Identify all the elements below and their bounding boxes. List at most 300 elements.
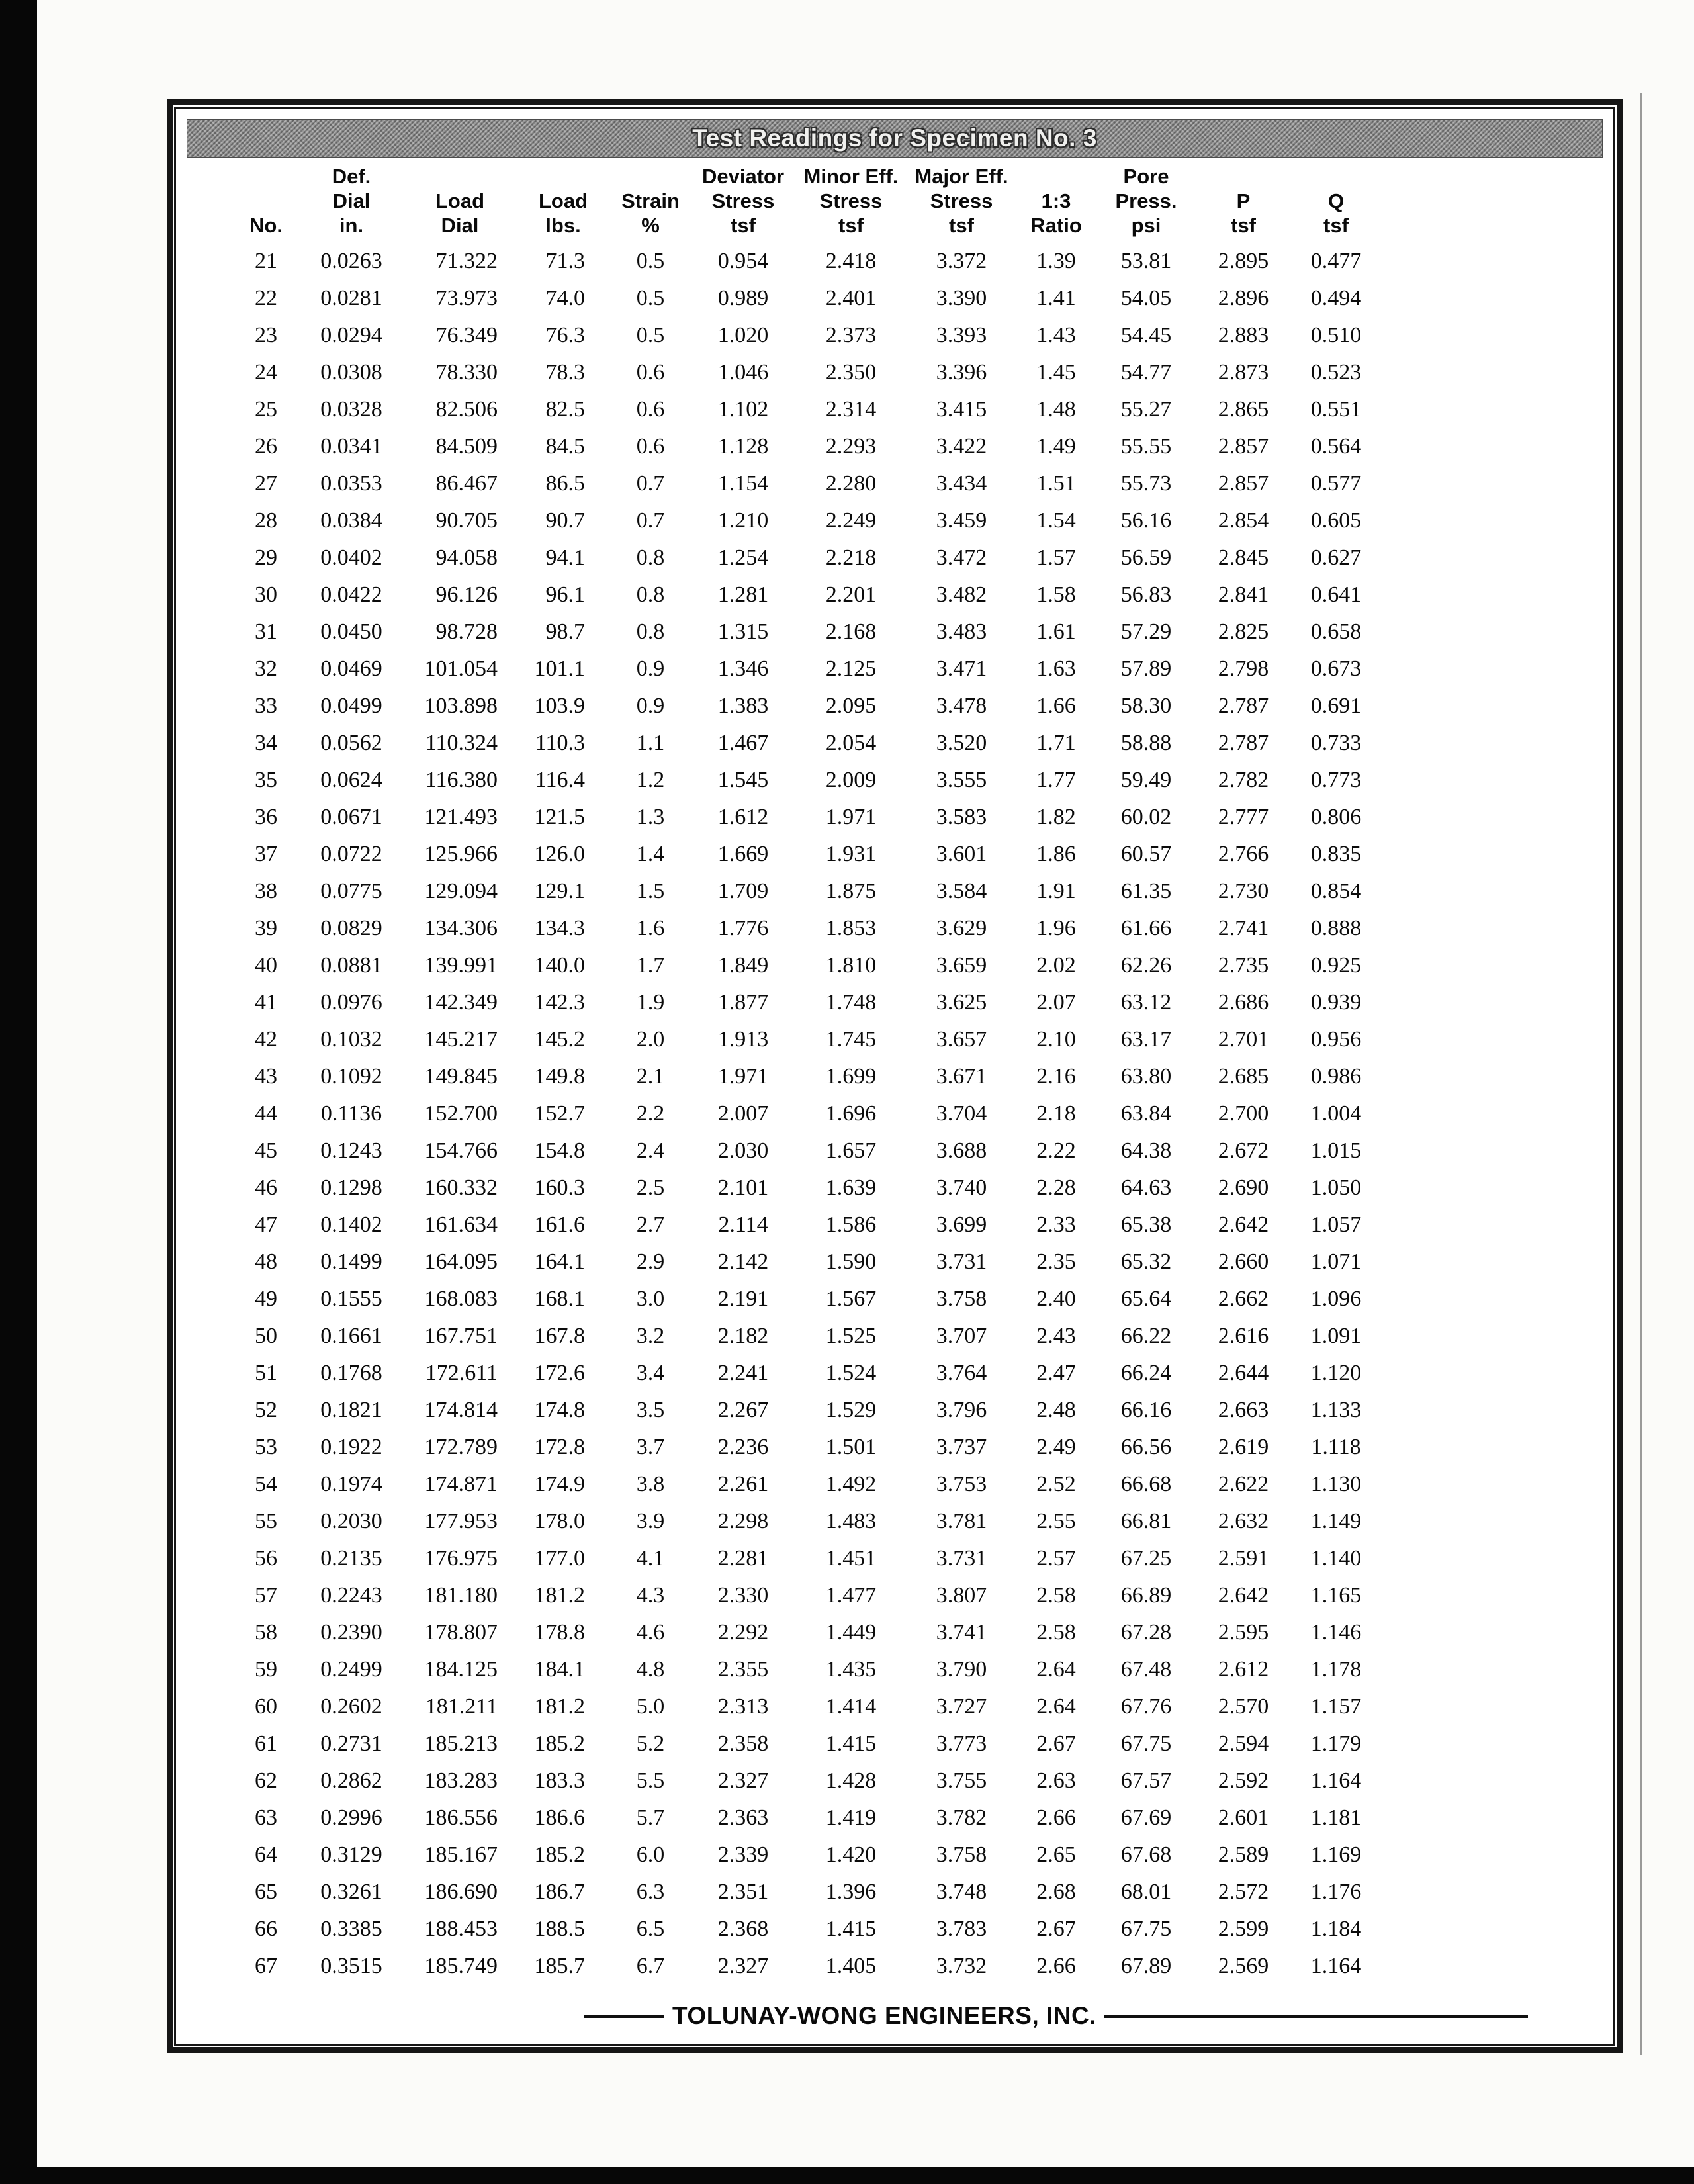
cell-ratio-1-3: 2.48	[1036, 1398, 1076, 1422]
cell-pore-press-psi: 63.84	[1120, 1101, 1172, 1126]
cell-ratio-1-3: 1.58	[1036, 582, 1076, 607]
cell-load-dial: 168.083	[424, 1287, 498, 1311]
cell-pore-press-psi: 65.38	[1120, 1212, 1172, 1237]
cell-pore-press-psi: 54.05	[1120, 286, 1172, 310]
cell-minor-eff-stress: 1.853	[825, 916, 877, 940]
cell-p-tsf: 2.873	[1218, 360, 1269, 385]
column-header-p-tsf: P tsf	[1231, 189, 1256, 237]
table-row	[233, 1725, 1382, 1762]
cell-deviator-stress: 1.210	[717, 508, 769, 533]
cell-strain-pct: 4.1	[636, 1546, 665, 1570]
cell-pore-press-psi: 67.57	[1120, 1768, 1172, 1793]
cell-p-tsf: 2.595	[1218, 1620, 1269, 1645]
cell-major-eff-stress: 3.390	[936, 286, 987, 310]
cell-major-eff-stress: 3.740	[936, 1175, 987, 1200]
cell-pore-press-psi: 63.12	[1120, 990, 1172, 1015]
cell-major-eff-stress: 3.796	[936, 1398, 987, 1422]
scan-edge-right-line	[1640, 93, 1642, 2055]
cell-ratio-1-3: 1.63	[1036, 657, 1076, 681]
cell-pore-press-psi: 64.63	[1120, 1175, 1172, 1200]
cell-def-dial-in: 0.0450	[320, 619, 382, 644]
cell-load-lbs: 178.0	[534, 1509, 585, 1533]
cell-ratio-1-3: 1.91	[1036, 879, 1076, 903]
cell-deviator-stress: 2.292	[717, 1620, 769, 1645]
cell-def-dial-in: 0.3515	[320, 1954, 382, 1978]
cell-def-dial-in: 0.0384	[320, 508, 382, 533]
cell-p-tsf: 2.735	[1218, 953, 1269, 978]
cell-load-dial: 184.125	[424, 1657, 498, 1682]
cell-pore-press-psi: 63.17	[1120, 1027, 1172, 1052]
cell-strain-pct: 6.7	[636, 1954, 665, 1978]
cell-deviator-stress: 2.261	[717, 1472, 769, 1496]
cell-deviator-stress: 1.346	[717, 657, 769, 681]
cell-load-lbs: 129.1	[534, 879, 585, 903]
cell-minor-eff-stress: 1.931	[825, 842, 877, 866]
cell-p-tsf: 2.701	[1218, 1027, 1269, 1052]
cell-q-tsf: 0.888	[1310, 916, 1362, 940]
footer-company-name: TOLUNAY-WONG ENGINEERS, INC.	[672, 2002, 1097, 2029]
table-row	[233, 317, 1382, 354]
cell-no: 37	[255, 842, 277, 866]
table-row	[233, 947, 1382, 984]
cell-pore-press-psi: 67.25	[1120, 1546, 1172, 1570]
cell-major-eff-stress: 3.699	[936, 1212, 987, 1237]
cell-ratio-1-3: 2.47	[1036, 1361, 1076, 1385]
cell-no: 42	[255, 1027, 277, 1052]
page-title: Test Readings for Specimen No. 3	[692, 124, 1097, 152]
cell-load-lbs: 84.5	[545, 434, 585, 459]
cell-load-dial: 76.349	[435, 323, 498, 347]
cell-q-tsf: 1.178	[1310, 1657, 1362, 1682]
cell-no: 56	[255, 1546, 277, 1570]
cell-pore-press-psi: 66.81	[1120, 1509, 1172, 1533]
cell-strain-pct: 0.9	[636, 657, 665, 681]
cell-minor-eff-stress: 1.590	[825, 1250, 877, 1274]
cell-load-dial: 181.211	[425, 1694, 498, 1719]
cell-load-dial: 103.898	[424, 694, 498, 718]
cell-ratio-1-3: 1.54	[1036, 508, 1076, 533]
cell-strain-pct: 1.7	[636, 953, 665, 978]
cell-ratio-1-3: 1.71	[1036, 731, 1076, 755]
cell-ratio-1-3: 2.07	[1036, 990, 1076, 1015]
cell-load-lbs: 178.8	[534, 1620, 585, 1645]
cell-deviator-stress: 1.102	[717, 397, 769, 422]
cell-load-dial: 174.814	[424, 1398, 498, 1422]
cell-load-lbs: 186.6	[534, 1805, 585, 1830]
column-header-deviator-stress: Deviator Stress tsf	[701, 165, 785, 237]
cell-load-lbs: 188.5	[534, 1917, 585, 1941]
cell-minor-eff-stress: 1.699	[825, 1064, 877, 1089]
cell-strain-pct: 0.8	[636, 582, 665, 607]
cell-load-dial: 94.058	[435, 545, 498, 570]
cell-deviator-stress: 2.114	[718, 1212, 768, 1237]
cell-pore-press-psi: 55.55	[1120, 434, 1172, 459]
cell-q-tsf: 0.605	[1310, 508, 1362, 533]
cell-load-lbs: 164.1	[534, 1250, 585, 1274]
cell-load-dial: 154.766	[424, 1138, 498, 1163]
cell-def-dial-in: 0.2996	[320, 1805, 382, 1830]
cell-load-lbs: 103.9	[534, 694, 585, 718]
cell-pore-press-psi: 61.35	[1120, 879, 1172, 903]
cell-strain-pct: 3.7	[636, 1435, 665, 1459]
cell-load-lbs: 186.7	[534, 1880, 585, 1904]
test-readings-table	[233, 164, 1382, 1985]
cell-major-eff-stress: 3.434	[936, 471, 987, 496]
cell-def-dial-in: 0.0562	[320, 731, 382, 755]
cell-major-eff-stress: 3.629	[936, 916, 987, 940]
cell-load-dial: 149.845	[424, 1064, 498, 1089]
cell-load-lbs: 145.2	[534, 1027, 585, 1052]
cell-p-tsf: 2.841	[1218, 582, 1269, 607]
cell-load-lbs: 110.3	[535, 731, 585, 755]
table-header	[233, 164, 1382, 243]
cell-def-dial-in: 0.0829	[320, 916, 382, 940]
cell-load-dial: 110.324	[425, 731, 498, 755]
cell-ratio-1-3: 1.61	[1036, 619, 1076, 644]
cell-strain-pct: 1.2	[636, 768, 665, 792]
cell-deviator-stress: 1.877	[717, 990, 769, 1015]
cell-q-tsf: 1.071	[1310, 1250, 1362, 1274]
cell-load-dial: 188.453	[424, 1917, 498, 1941]
cell-major-eff-stress: 3.415	[936, 397, 987, 422]
table-row	[233, 725, 1382, 762]
cell-pore-press-psi: 64.38	[1120, 1138, 1172, 1163]
cell-major-eff-stress: 3.737	[936, 1435, 987, 1459]
table-row	[233, 1688, 1382, 1725]
cell-strain-pct: 3.5	[636, 1398, 665, 1422]
cell-load-lbs: 98.7	[545, 619, 585, 644]
table-row	[233, 1169, 1382, 1206]
cell-major-eff-stress: 3.459	[936, 508, 987, 533]
cell-no: 61	[255, 1731, 277, 1756]
document-frame	[167, 99, 1623, 2053]
cell-strain-pct: 1.9	[636, 990, 665, 1015]
cell-major-eff-stress: 3.659	[936, 953, 987, 978]
cell-q-tsf: 1.015	[1310, 1138, 1362, 1163]
cell-load-lbs: 185.7	[534, 1954, 585, 1978]
cell-p-tsf: 2.622	[1218, 1472, 1269, 1496]
cell-major-eff-stress: 3.671	[936, 1064, 987, 1089]
cell-p-tsf: 2.787	[1218, 731, 1269, 755]
cell-load-dial: 185.749	[424, 1954, 498, 1978]
cell-deviator-stress: 1.467	[717, 731, 769, 755]
cell-no: 25	[255, 397, 277, 422]
cell-load-lbs: 78.3	[545, 360, 585, 385]
cell-load-dial: 145.217	[424, 1027, 498, 1052]
cell-p-tsf: 2.700	[1218, 1101, 1269, 1126]
table-row	[233, 391, 1382, 428]
table-row	[233, 799, 1382, 836]
cell-def-dial-in: 0.1922	[320, 1435, 382, 1459]
cell-load-lbs: 172.8	[534, 1435, 585, 1459]
cell-load-lbs: 94.1	[545, 545, 585, 570]
cell-p-tsf: 2.619	[1218, 1435, 1269, 1459]
cell-q-tsf: 1.057	[1310, 1212, 1362, 1237]
cell-major-eff-stress: 3.555	[936, 768, 987, 792]
cell-strain-pct: 2.7	[636, 1212, 665, 1237]
cell-p-tsf: 2.766	[1218, 842, 1269, 866]
cell-minor-eff-stress: 1.745	[825, 1027, 877, 1052]
cell-load-lbs: 161.6	[534, 1212, 585, 1237]
cell-load-dial: 78.330	[435, 360, 498, 385]
table-body	[233, 243, 1382, 1985]
cell-q-tsf: 0.510	[1310, 323, 1362, 347]
table-row	[233, 1837, 1382, 1874]
cell-deviator-stress: 1.971	[717, 1064, 769, 1089]
cell-def-dial-in: 0.2499	[320, 1657, 382, 1682]
cell-p-tsf: 2.672	[1218, 1138, 1269, 1163]
table-row	[233, 280, 1382, 317]
cell-strain-pct: 3.2	[636, 1324, 665, 1348]
cell-major-eff-stress: 3.731	[936, 1546, 987, 1570]
cell-q-tsf: 0.956	[1310, 1027, 1362, 1052]
cell-load-dial: 90.705	[435, 508, 498, 533]
cell-ratio-1-3: 2.16	[1036, 1064, 1076, 1089]
cell-q-tsf: 0.564	[1310, 434, 1362, 459]
cell-minor-eff-stress: 1.810	[825, 953, 877, 978]
cell-p-tsf: 2.690	[1218, 1175, 1269, 1200]
cell-load-dial: 164.095	[424, 1250, 498, 1274]
table-row	[233, 1206, 1382, 1244]
cell-deviator-stress: 2.363	[717, 1805, 769, 1830]
cell-load-lbs: 101.1	[534, 657, 585, 681]
cell-no: 48	[255, 1250, 277, 1274]
cell-strain-pct: 3.9	[636, 1509, 665, 1533]
cell-load-lbs: 184.1	[534, 1657, 585, 1682]
cell-no: 22	[255, 286, 277, 310]
table-row	[233, 1244, 1382, 1281]
cell-p-tsf: 2.612	[1218, 1657, 1269, 1682]
cell-minor-eff-stress: 2.418	[825, 249, 877, 273]
table-row	[233, 1762, 1382, 1799]
cell-q-tsf: 1.146	[1310, 1620, 1362, 1645]
cell-ratio-1-3: 1.43	[1036, 323, 1076, 347]
cell-load-dial: 185.167	[424, 1843, 498, 1867]
cell-major-eff-stress: 3.372	[936, 249, 987, 273]
cell-no: 29	[255, 545, 277, 570]
cell-no: 54	[255, 1472, 277, 1496]
cell-q-tsf: 1.164	[1310, 1768, 1362, 1793]
cell-no: 39	[255, 916, 277, 940]
cell-pore-press-psi: 58.30	[1120, 694, 1172, 718]
column-header-def-dial-in: Def. Dial in.	[332, 165, 371, 237]
cell-load-dial: 181.180	[424, 1583, 498, 1608]
cell-p-tsf: 2.857	[1218, 434, 1269, 459]
cell-major-eff-stress: 3.781	[936, 1509, 987, 1533]
cell-ratio-1-3: 2.66	[1036, 1805, 1076, 1830]
cell-def-dial-in: 0.1032	[320, 1027, 382, 1052]
cell-deviator-stress: 1.020	[717, 323, 769, 347]
cell-minor-eff-stress: 2.125	[825, 657, 877, 681]
cell-major-eff-stress: 3.482	[936, 582, 987, 607]
cell-deviator-stress: 2.298	[717, 1509, 769, 1533]
table-row	[233, 1911, 1382, 1948]
cell-strain-pct: 5.2	[636, 1731, 665, 1756]
cell-def-dial-in: 0.0328	[320, 397, 382, 422]
cell-minor-eff-stress: 1.525	[825, 1324, 877, 1348]
cell-deviator-stress: 1.383	[717, 694, 769, 718]
cell-load-dial: 116.380	[425, 768, 498, 792]
cell-deviator-stress: 2.191	[717, 1287, 769, 1311]
cell-deviator-stress: 1.612	[717, 805, 769, 829]
cell-deviator-stress: 2.030	[717, 1138, 769, 1163]
cell-def-dial-in: 0.2731	[320, 1731, 382, 1756]
cell-strain-pct: 6.5	[636, 1917, 665, 1941]
cell-strain-pct: 5.0	[636, 1694, 665, 1719]
cell-minor-eff-stress: 1.492	[825, 1472, 877, 1496]
cell-strain-pct: 5.5	[636, 1768, 665, 1793]
cell-load-lbs: 142.3	[534, 990, 585, 1015]
cell-minor-eff-stress: 1.971	[825, 805, 877, 829]
cell-minor-eff-stress: 1.435	[825, 1657, 877, 1682]
table-row	[233, 836, 1382, 873]
cell-pore-press-psi: 63.80	[1120, 1064, 1172, 1089]
cell-no: 21	[255, 249, 277, 273]
cell-p-tsf: 2.632	[1218, 1509, 1269, 1533]
cell-strain-pct: 0.5	[636, 286, 665, 310]
cell-minor-eff-stress: 2.350	[825, 360, 877, 385]
cell-pore-press-psi: 62.26	[1120, 953, 1172, 978]
cell-q-tsf: 0.691	[1310, 694, 1362, 718]
cell-ratio-1-3: 2.40	[1036, 1287, 1076, 1311]
cell-load-lbs: 185.2	[534, 1731, 585, 1756]
cell-minor-eff-stress: 2.201	[825, 582, 877, 607]
cell-ratio-1-3: 2.64	[1036, 1694, 1076, 1719]
cell-deviator-stress: 2.327	[717, 1954, 769, 1978]
cell-def-dial-in: 0.2602	[320, 1694, 382, 1719]
footer-rule-right	[1104, 2015, 1528, 2018]
cell-p-tsf: 2.730	[1218, 879, 1269, 903]
cell-def-dial-in: 0.3129	[320, 1843, 382, 1867]
cell-no: 62	[255, 1768, 277, 1793]
cell-deviator-stress: 2.351	[717, 1880, 769, 1904]
cell-no: 45	[255, 1138, 277, 1163]
cell-q-tsf: 1.091	[1310, 1324, 1362, 1348]
cell-p-tsf: 2.782	[1218, 768, 1269, 792]
header-row	[233, 164, 1382, 243]
cell-load-dial: 176.975	[424, 1546, 498, 1570]
cell-load-dial: 186.556	[424, 1805, 498, 1830]
cell-deviator-stress: 2.142	[717, 1250, 769, 1274]
cell-pore-press-psi: 67.68	[1120, 1843, 1172, 1867]
cell-no: 35	[255, 768, 277, 792]
cell-ratio-1-3: 2.43	[1036, 1324, 1076, 1348]
cell-q-tsf: 1.120	[1310, 1361, 1362, 1385]
cell-no: 27	[255, 471, 277, 496]
table-row	[233, 1318, 1382, 1355]
cell-p-tsf: 2.662	[1218, 1287, 1269, 1311]
cell-ratio-1-3: 2.49	[1036, 1435, 1076, 1459]
cell-def-dial-in: 0.0624	[320, 768, 382, 792]
cell-p-tsf: 2.741	[1218, 916, 1269, 940]
cell-pore-press-psi: 55.27	[1120, 397, 1172, 422]
cell-def-dial-in: 0.0281	[320, 286, 382, 310]
cell-major-eff-stress: 3.583	[936, 805, 987, 829]
cell-minor-eff-stress: 2.054	[825, 731, 877, 755]
cell-major-eff-stress: 3.584	[936, 879, 987, 903]
cell-load-dial: 152.700	[424, 1101, 498, 1126]
cell-minor-eff-stress: 1.477	[825, 1583, 877, 1608]
cell-deviator-stress: 2.281	[717, 1546, 769, 1570]
cell-q-tsf: 1.157	[1310, 1694, 1362, 1719]
cell-major-eff-stress: 3.520	[936, 731, 987, 755]
cell-no: 55	[255, 1509, 277, 1533]
cell-load-lbs: 116.4	[535, 768, 585, 792]
cell-def-dial-in: 0.2030	[320, 1509, 382, 1533]
cell-ratio-1-3: 1.49	[1036, 434, 1076, 459]
cell-def-dial-in: 0.3261	[320, 1880, 382, 1904]
cell-load-lbs: 76.3	[545, 323, 585, 347]
table-row	[233, 1651, 1382, 1688]
cell-def-dial-in: 0.0422	[320, 582, 382, 607]
cell-def-dial-in: 0.1402	[320, 1212, 382, 1237]
table-row	[233, 1058, 1382, 1095]
cell-strain-pct: 1.5	[636, 879, 665, 903]
cell-pore-press-psi: 57.29	[1120, 619, 1172, 644]
cell-no: 63	[255, 1805, 277, 1830]
cell-q-tsf: 1.130	[1310, 1472, 1362, 1496]
cell-minor-eff-stress: 2.293	[825, 434, 877, 459]
cell-p-tsf: 2.825	[1218, 619, 1269, 644]
cell-major-eff-stress: 3.748	[936, 1880, 987, 1904]
cell-no: 65	[255, 1880, 277, 1904]
scan-edge-bottom	[0, 2167, 1694, 2184]
cell-ratio-1-3: 2.22	[1036, 1138, 1076, 1163]
cell-strain-pct: 0.6	[636, 434, 665, 459]
cell-deviator-stress: 2.368	[717, 1917, 769, 1941]
cell-def-dial-in: 0.1243	[320, 1138, 382, 1163]
cell-pore-press-psi: 53.81	[1120, 249, 1172, 273]
cell-ratio-1-3: 2.52	[1036, 1472, 1076, 1496]
cell-pore-press-psi: 56.83	[1120, 582, 1172, 607]
cell-load-dial: 82.506	[435, 397, 498, 422]
cell-def-dial-in: 0.0499	[320, 694, 382, 718]
cell-load-dial: 167.751	[424, 1324, 498, 1348]
table-row	[233, 1429, 1382, 1466]
cell-load-dial: 160.332	[424, 1175, 498, 1200]
table-row	[233, 428, 1382, 465]
cell-major-eff-stress: 3.755	[936, 1768, 987, 1793]
cell-no: 38	[255, 879, 277, 903]
cell-pore-press-psi: 61.66	[1120, 916, 1172, 940]
cell-load-lbs: 154.8	[534, 1138, 585, 1163]
cell-no: 46	[255, 1175, 277, 1200]
cell-pore-press-psi: 66.56	[1120, 1435, 1172, 1459]
cell-deviator-stress: 2.241	[717, 1361, 769, 1385]
cell-load-dial: 161.634	[424, 1212, 498, 1237]
cell-deviator-stress: 1.545	[717, 768, 769, 792]
cell-p-tsf: 2.883	[1218, 323, 1269, 347]
cell-load-lbs: 96.1	[545, 582, 585, 607]
cell-load-dial: 139.991	[424, 953, 498, 978]
cell-no: 24	[255, 360, 277, 385]
cell-strain-pct: 2.4	[636, 1138, 665, 1163]
cell-def-dial-in: 0.0402	[320, 545, 382, 570]
cell-no: 49	[255, 1287, 277, 1311]
cell-major-eff-stress: 3.704	[936, 1101, 987, 1126]
cell-def-dial-in: 0.1974	[320, 1472, 382, 1496]
cell-minor-eff-stress: 2.218	[825, 545, 877, 570]
column-header-major-eff-stress: Major Eff. Stress tsf	[914, 165, 1008, 237]
cell-load-lbs: 185.2	[534, 1843, 585, 1867]
cell-minor-eff-stress: 1.415	[825, 1917, 877, 1941]
cell-p-tsf: 2.896	[1218, 286, 1269, 310]
cell-ratio-1-3: 2.58	[1036, 1620, 1076, 1645]
cell-no: 28	[255, 508, 277, 533]
cell-ratio-1-3: 2.10	[1036, 1027, 1076, 1052]
cell-pore-press-psi: 56.59	[1120, 545, 1172, 570]
cell-ratio-1-3: 1.48	[1036, 397, 1076, 422]
